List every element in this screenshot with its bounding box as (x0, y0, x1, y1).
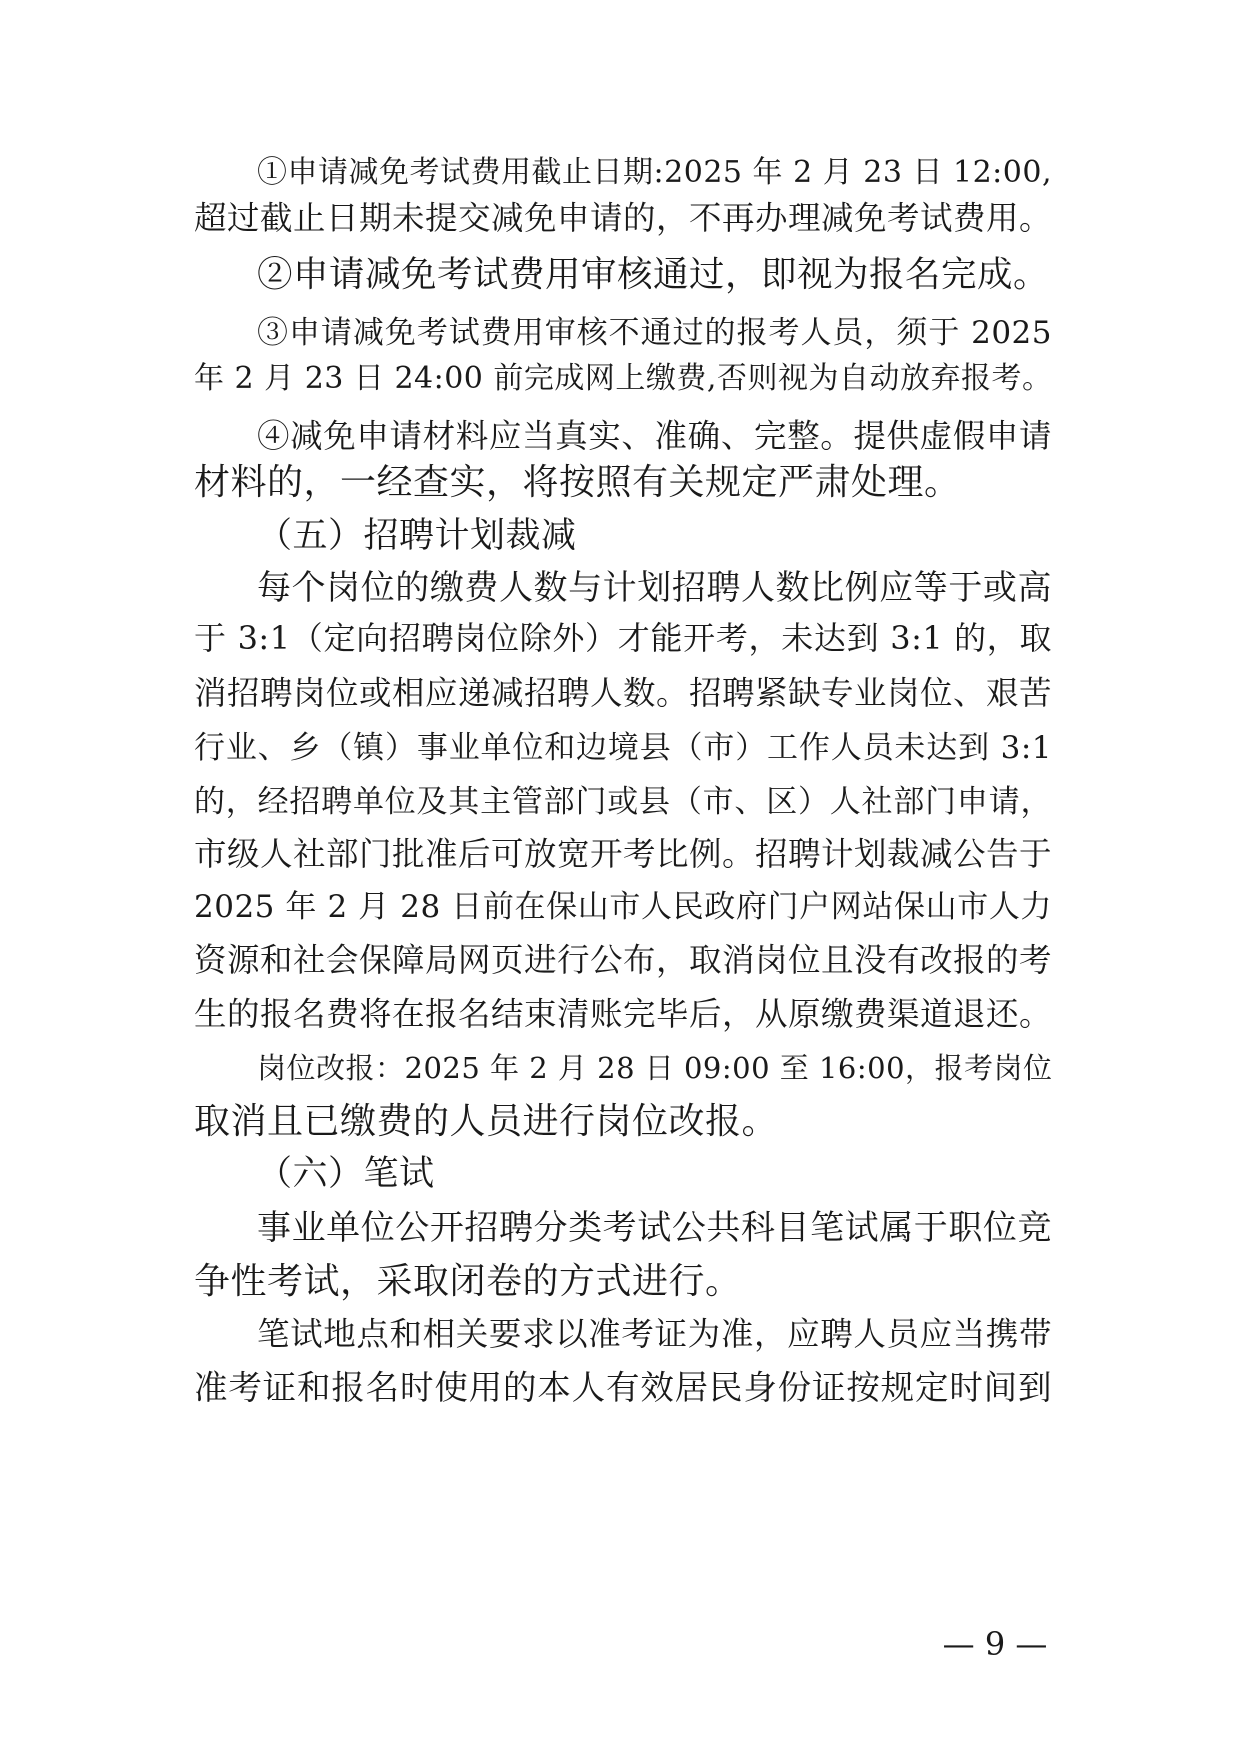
text-line: 材料的，一经查实，将按照有关规定严肃处理。 (194, 462, 961, 503)
text-line: 资源和社会保障局网页进行公布，取消岗位且没有改报的考 (194, 941, 1053, 979)
text-line: 的，经招聘单位及其主管部门或县（市、区）人社部门申请， (194, 784, 1052, 820)
section-heading: （六）笔试 (257, 1154, 435, 1194)
text-line: 事业单位公开招聘分类考试公共科目笔试属于职位竞 (257, 1208, 1052, 1248)
page-number: — 9 — (942, 1625, 1048, 1663)
text-line: 争性考试，采取闭卷的方式进行。 (194, 1261, 742, 1302)
text-line: 消招聘岗位或相应递减招聘人数。招聘紧缺专业岗位、艰苦 (194, 674, 1053, 712)
text-line: 超过截止日期未提交减免申请的，不再办理减免考试费用。 (194, 199, 1053, 237)
text-line: 笔试地点和相关要求以准考证为准，应聘人员应当携带 (257, 1315, 1052, 1353)
text-line: 生的报名费将在报名结束清账完毕后，从原缴费渠道退还。 (194, 995, 1053, 1033)
text-line: 年 2 月 23 日 24:00 前完成网上缴费,否则视为自动放弃报考。 (194, 361, 1053, 396)
text-line: 准考证和报名时使用的本人有效居民身份证按规定时间到 (194, 1368, 1052, 1407)
text-line: ④减免申请材料应当真实、准确、完整。提供虚假申请 (257, 417, 1052, 455)
section-heading: （五）招聘计划裁减 (257, 516, 577, 556)
text-line: 2025 年 2 月 28 日前在保山市人民政府门户网站保山市人力 (194, 889, 1052, 925)
text-line: 取消且已缴费的人员进行岗位改报。 (194, 1101, 779, 1142)
text-line: ③申请减免考试费用审核不通过的报考人员，须于 2025 (257, 315, 1052, 351)
text-line: ②申请减免考试费用审核通过，即视为报名完成。 (257, 254, 1050, 295)
text-line: 每个岗位的缴费人数与计划招聘人数比例应等于或高 (257, 568, 1052, 608)
text-line: 市级人社部门批准后可放宽开考比例。招聘计划裁减公告于 (194, 835, 1053, 873)
text-line: 岗位改报：2025 年 2 月 28 日 09:00 至 16:00，报考岗位 (257, 1051, 1053, 1085)
text-line: 行业、乡（镇）事业单位和边境县（市）工作人员未达到 3:1 (194, 730, 1052, 766)
text-line: 于 3:1（定向招聘岗位除外）才能开考，未达到 3:1 的，取 (194, 619, 1052, 657)
text-line: ①申请减免考试费用截止日期:2025 年 2 月 23 日 12:00, (257, 155, 1052, 190)
